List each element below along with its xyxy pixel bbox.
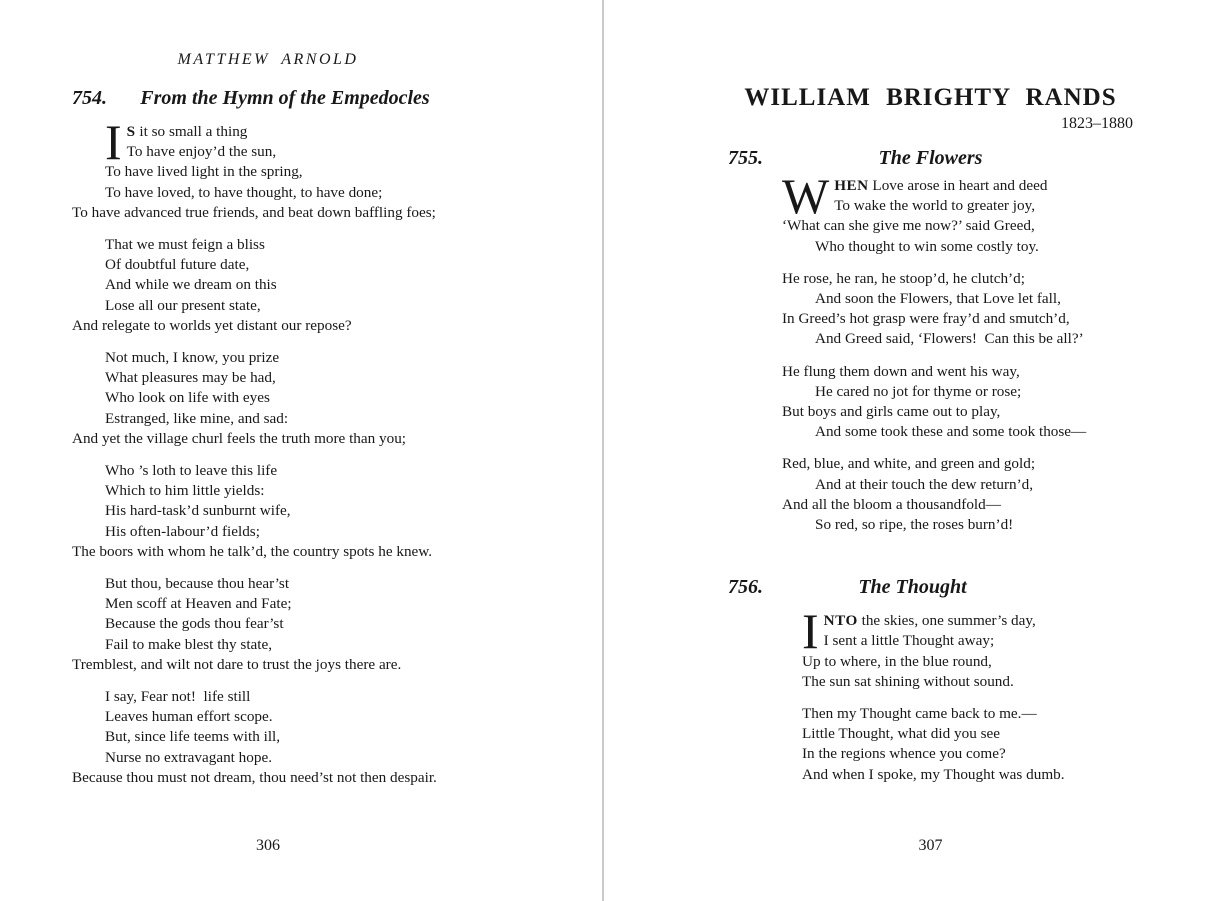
- poem-line: And yet the village churl feels the truth more than you;: [72, 429, 407, 447]
- poem-line: And all the bloom a thousandfold—: [782, 495, 1001, 513]
- poem-756-number: 756.: [728, 576, 763, 599]
- stanza: [802, 603, 1133, 692]
- drop-cap-letter: I: [105, 114, 122, 170]
- poem-line: Which to him little yields:: [105, 482, 265, 500]
- poem-line: His hard-task’d sunburnt wife,: [105, 502, 291, 520]
- poem-755-number: 755.: [728, 147, 763, 169]
- poem-line: I sent a little Thought away;: [823, 632, 995, 650]
- poem-line: So red, so ripe, the roses burn’d!: [815, 516, 1014, 534]
- poem-line: Men scoff at Heaven and Fate;: [105, 595, 292, 613]
- poem-line: In the regions whence you come?: [802, 745, 1006, 763]
- right-page: [728, 0, 1133, 854]
- poem-line: And while we dream on this: [105, 276, 277, 294]
- poem-line: And Greed said, ‘Flowers! Can this be all?’: [815, 330, 1084, 348]
- poem-line: Who ’s loth to leave this life: [105, 462, 278, 480]
- poem-line: But thou, because thou hear’st: [105, 575, 290, 593]
- poem-line: His often-labour’d fields;: [105, 522, 260, 540]
- poem-line: Who thought to win some costly toy.: [815, 237, 1039, 255]
- poem-line: Leaves human effort scope.: [105, 708, 273, 726]
- poem-line: But boys and girls came out to play,: [782, 403, 1001, 421]
- poem-line: To have advanced true friends, and beat down baffling foes;: [72, 203, 436, 221]
- poem-line: I say, Fear not! life still: [105, 688, 251, 706]
- poem-line: He flung them down and went his way,: [782, 362, 1020, 380]
- drop-cap-letter: W: [782, 168, 830, 224]
- poem-line: S it so small a thing: [126, 123, 248, 140]
- poem-line: Nurse no extravagant hope.: [105, 748, 273, 766]
- poem-754-title: From the Hymn of the Empedocles: [140, 87, 430, 109]
- poem-line: But, since life teems with ill,: [105, 728, 281, 746]
- poem-line: Lose all our present state,: [105, 296, 261, 314]
- poem-755-title: The Flowers: [878, 147, 983, 169]
- stanza: [72, 114, 464, 223]
- poem-line: And soon the Flowers, that Love let fall,: [815, 290, 1061, 308]
- stanza: [72, 687, 464, 788]
- poem-line: And at their touch the dew return’d,: [815, 475, 1034, 493]
- poem-754-number: 754.: [72, 87, 107, 109]
- poem-line: What pleasures may be had,: [105, 369, 276, 387]
- lead-capitals: NTO: [823, 612, 858, 630]
- lead-capitals: HEN: [834, 177, 869, 194]
- poem-line: The sun sat shining without sound.: [802, 672, 1014, 690]
- poem-line: Not much, I know, you prize: [105, 349, 280, 367]
- poem-line: To have loved, to have thought, to have done;: [105, 183, 383, 201]
- stanza: [782, 362, 1133, 443]
- stanza: [782, 454, 1133, 535]
- poem-line: Of doubtful future date,: [105, 256, 250, 274]
- poem-755-title-row: [728, 146, 1133, 170]
- poem-line: To have lived light in the spring,: [105, 163, 303, 181]
- poem-line: Up to where, in the blue round,: [802, 652, 992, 670]
- poem-line: ‘What can she give me now?’ said Greed,: [782, 217, 1035, 235]
- page-number-right: 307: [918, 837, 943, 854]
- poem-line: HEN Love arose in heart and deed: [834, 177, 1048, 194]
- lead-capitals: S: [126, 123, 136, 140]
- poem-line: He rose, he ran, he stoop’d, he clutch’d;: [782, 269, 1025, 287]
- poem-line: And when I spoke, my Thought was dumb.: [802, 765, 1065, 783]
- poem-line: To wake the world to greater joy,: [834, 197, 1036, 215]
- poem-line: Red, blue, and white, and green and gold;: [782, 455, 1036, 473]
- poem-754-body: [72, 114, 464, 788]
- poem-line: And relegate to worlds yet distant our repose?: [72, 316, 352, 334]
- poem-line: Little Thought, what did you see: [802, 725, 1000, 743]
- poem-line: Then my Thought came back to me.—: [802, 705, 1037, 723]
- stanza: [782, 269, 1133, 350]
- poem-756-title-row: [728, 575, 1133, 599]
- stanza: [802, 704, 1133, 785]
- poem-line: The boors with whom he talk’d, the country spots he knew.: [72, 542, 433, 560]
- poem-line: That we must feign a bliss: [105, 236, 265, 254]
- poem-754-title-row: [72, 86, 464, 110]
- poem-line: Fail to make blest thy state,: [105, 635, 273, 653]
- author-heading: WILLIAM BRIGHTY RANDS: [744, 84, 1117, 111]
- poem-line: NTO the skies, one summer’s day,: [823, 612, 1036, 630]
- poem-line: Because thou must not dream, thou need’st not then despair.: [72, 768, 437, 786]
- poem-line: He cared no jot for thyme or rose;: [815, 382, 1022, 400]
- page-number-left: 306: [256, 837, 280, 854]
- poem-line: Who look on life with eyes: [105, 389, 270, 407]
- stanza: [72, 461, 464, 562]
- drop-cap-letter: I: [802, 603, 819, 660]
- poem-line: Because the gods thou fear’st: [105, 615, 284, 633]
- stanza: [72, 348, 464, 449]
- poem-756-body: [728, 603, 1133, 785]
- left-page: [72, 0, 464, 854]
- author-dates: 1823–1880: [1061, 115, 1133, 132]
- poem-line: And some took these and some took those—: [815, 423, 1087, 441]
- poem-line: Estranged, like mine, and sad:: [105, 409, 289, 427]
- stanza: [72, 235, 464, 336]
- poem-line: In Greed’s hot grasp were fray’d and smutch’d,: [782, 310, 1070, 328]
- poem-line: Tremblest, and wilt not dare to trust the joys there are.: [72, 655, 402, 673]
- poem-756-title: The Thought: [858, 576, 967, 599]
- stanza: [782, 168, 1133, 257]
- poem-755-body: [728, 168, 1133, 535]
- poem-line: To have enjoy’d the sun,: [126, 143, 277, 161]
- author-running-header: MATTHEW ARNOLD: [177, 51, 359, 68]
- page-gutter-divider: [602, 0, 604, 901]
- stanza: [72, 574, 464, 675]
